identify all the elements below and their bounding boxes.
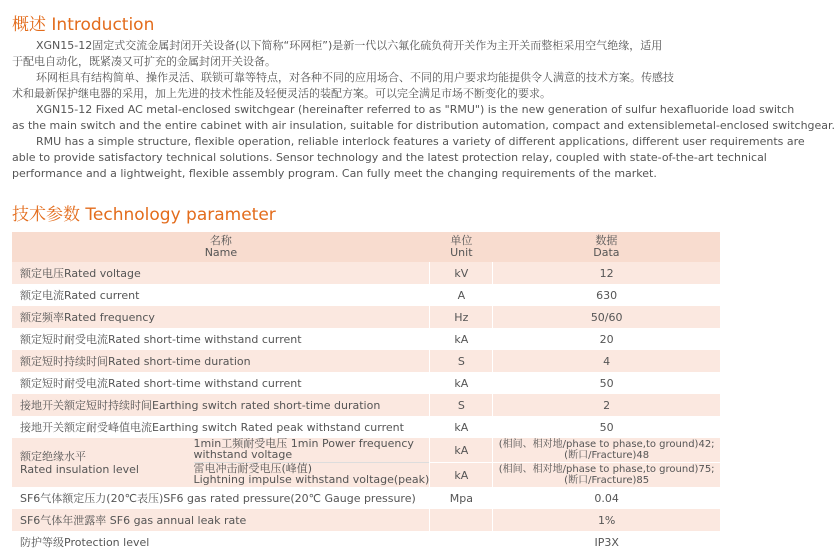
intro-line: 环网柜具有结构简单、操作灵活、联锁可靠等特点，对各种不同的应用场合、不同的用户要求均能提供令人满意的技术方案。传感技 [36,71,674,84]
header-unit-en: Unit [450,246,473,259]
table-row [12,416,720,438]
lightning-line2: Lightning impulse withstand voltage(peak) [193,473,430,486]
table-row [12,509,720,531]
row-data: 4 [493,350,720,372]
row-data: 50/60 [493,306,720,328]
row-unit: S [430,394,493,416]
power-frequency-data1: (相间、相对地/phase to phase,to ground)42; [498,439,715,450]
lightning-data1: (相间、相对地/phase to phase,to ground)75; [498,464,715,475]
row-unit: kA [430,416,493,438]
row-name: SF6气体年泄露率 SF6 gas annual leak rate [12,509,430,531]
row-name: 额定短时耐受电流Rated short-time withstand current [12,328,430,350]
lightning-data2: (断口/Fracture)85 [564,475,650,486]
row-unit: kA [430,328,493,350]
table-row [12,350,720,372]
header-name [12,232,430,262]
insulation-label [20,450,190,476]
row-name: 防护等级Protection level [12,531,430,553]
insulation-label-cn: 额定绝缘水平 [20,449,86,463]
row-data: 50 [493,372,720,394]
intro-line: performance and a lightweight, flexible assembly program. Can fully meet the changing requirements of the market. [12,167,657,180]
power-frequency-label [194,438,430,462]
row-data: 2 [493,394,720,416]
row-data: 20 [493,328,720,350]
row-name: 额定频率Rated frequency [12,306,430,328]
table-row [12,372,720,394]
intro-line: RMU has a simple structure, flexible operation, reliable interlock features a variety of different applications, different user requirements are [36,135,805,148]
row-data [493,463,720,488]
table-row [12,487,720,509]
intro-text [12,38,835,182]
row-unit: kA [430,372,493,394]
table-row [12,394,720,416]
lightning-line1: 雷电冲击耐受电压(峰值) [193,462,313,475]
table-row [12,531,720,553]
row-data: 0.04 [493,487,720,509]
row-name: SF6气体额定压力(20℃表压)SF6 gas rated pressure(20℃ Gauge pressure) [12,487,430,509]
row-data: 12 [493,262,720,284]
intro-line: XGN15-12 Fixed AC metal-enclosed switchgear (hereinafter referred to as "RMU") is the new generation of sulfur hexafluoride load switch [36,103,795,116]
row-name: 额定短时持续时间Rated short-time duration [12,350,430,372]
row-unit: Hz [430,306,493,328]
power-frequency-data2: (断口/Fracture)48 [564,450,650,461]
row-data: 630 [493,284,720,306]
row-unit [430,509,493,531]
header-data [493,232,720,262]
row-unit: kV [430,262,493,284]
row-unit: S [430,350,493,372]
table-row [12,284,720,306]
row-name: 额定电流Rated current [12,284,430,306]
row-data: IP3X [493,531,720,553]
table-row [12,262,720,284]
row-data: 50 [493,416,720,438]
parameter-table [12,232,720,553]
header-unit-cn: 单位 [450,234,473,247]
table-row [12,328,720,350]
row-data: 1% [493,509,720,531]
tech-heading: 技术参数 Technology parameter [12,205,276,225]
intro-line: as the main switch and the entire cabinet with air insulation, suitable for distribution automation, compact and extensiblemetal-enclosed switchgear. [12,119,835,132]
intro-line: XGN15-12固定式交流金属封闭开关设备(以下简称“环网柜”)是新一代以六氟化硫负荷开关作为主开关而整柜采用空气绝缘，适用 [36,39,663,52]
row-unit: Mpa [430,487,493,509]
header-data-cn: 数据 [595,234,618,247]
insulation-row-power [12,438,720,463]
power-frequency-line2: withstand voltage [193,448,293,461]
table-row [12,306,720,328]
header-unit [430,232,493,262]
row-name: 接地开关额定短时持续时间Earthing switch rated short-time duration [12,394,430,416]
row-name: 接地开关额定耐受峰值电流Earthing switch Rated peak withstand current [12,416,430,438]
header-name-cn: 名称 [209,234,232,247]
row-name: 额定短时耐受电流Rated short-time withstand current [12,372,430,394]
intro-line: able to provide satisfactory technical solutions. Sensor technology and the latest protection relay, coupled with state-of-the-art technical [12,151,767,164]
intro-line: 于配电自动化，既紧凑又可扩充的金属封闭开关设备。 [12,55,276,68]
power-frequency-line1: 1min工频耐受电压 1min Power frequency [193,437,414,450]
insulation-label-en: Rated insulation level [20,462,139,476]
intro-line: 术和最新保护继电器的采用，加上先进的技术性能及轻便灵活的装配方案。可以完全满足市场不断变化的要求。 [12,87,551,100]
insulation-sublabels [194,438,430,487]
header-name-en: Name [204,246,238,259]
insulation-name [12,438,430,487]
header-data-en: Data [593,246,620,259]
row-unit: kA [430,463,493,488]
row-data [493,438,720,463]
lightning-impulse-label [194,462,430,487]
row-unit: kA [430,438,493,463]
table-header [12,232,720,262]
row-name: 额定电压Rated voltage [12,262,430,284]
row-unit [430,531,493,553]
intro-heading: 概述 Introduction [12,15,155,35]
row-unit: A [430,284,493,306]
